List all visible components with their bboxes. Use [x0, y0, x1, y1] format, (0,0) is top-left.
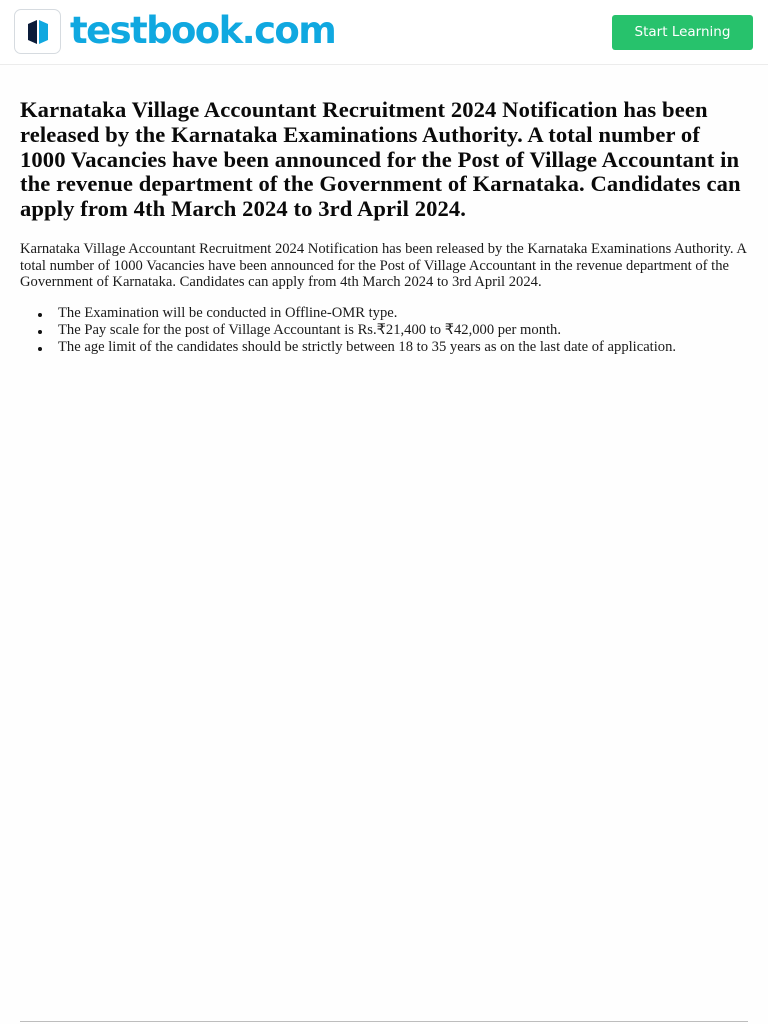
list-item-text: The Pay scale for the post of Village Accountant is Rs.₹21,400 to ₹42,000 per month.	[58, 321, 561, 338]
list-item-text: The Examination will be conducted in Offline-OMR type.	[58, 304, 398, 321]
bullet-icon	[38, 347, 42, 351]
list-item	[20, 305, 748, 322]
list-item-text: The age limit of the candidates should be strictly between 18 to 35 years as on the last date of application.	[58, 338, 677, 355]
book-mark-icon	[14, 9, 61, 54]
footer-divider	[20, 1021, 748, 1022]
article-paragraph: Karnataka Village Accountant Recruitment 2024 Notification has been released by the Karnataka Examinations Authority. A total number of 1000 Vacancies have been announced for the Post of Village Accountant in the revenue department of the Government of Karnataka. Candidates can apply from 4th March 2024 to 3rd April 2024.	[20, 240, 747, 291]
article-title: Karnataka Village Accountant Recruitment 2024 Notification has been released by the Karnataka Examinations Authority. A total number of 1000 Vacancies have been announced for the Post of Village Accountant in the revenue department of the Government of Karnataka. Candidates can apply from 4th March 2024 to 3rd April 2024.	[20, 97, 741, 222]
article	[20, 98, 748, 356]
site-header	[0, 0, 768, 65]
list-item	[20, 339, 748, 356]
bullet-list	[20, 305, 748, 356]
site-logo[interactable]	[14, 9, 335, 54]
list-item	[20, 322, 748, 339]
logo-text: testbook.com	[70, 9, 336, 52]
bullet-icon	[38, 313, 42, 317]
start-learning-button[interactable]: Start Learning	[612, 15, 753, 50]
bullet-icon	[38, 330, 42, 334]
